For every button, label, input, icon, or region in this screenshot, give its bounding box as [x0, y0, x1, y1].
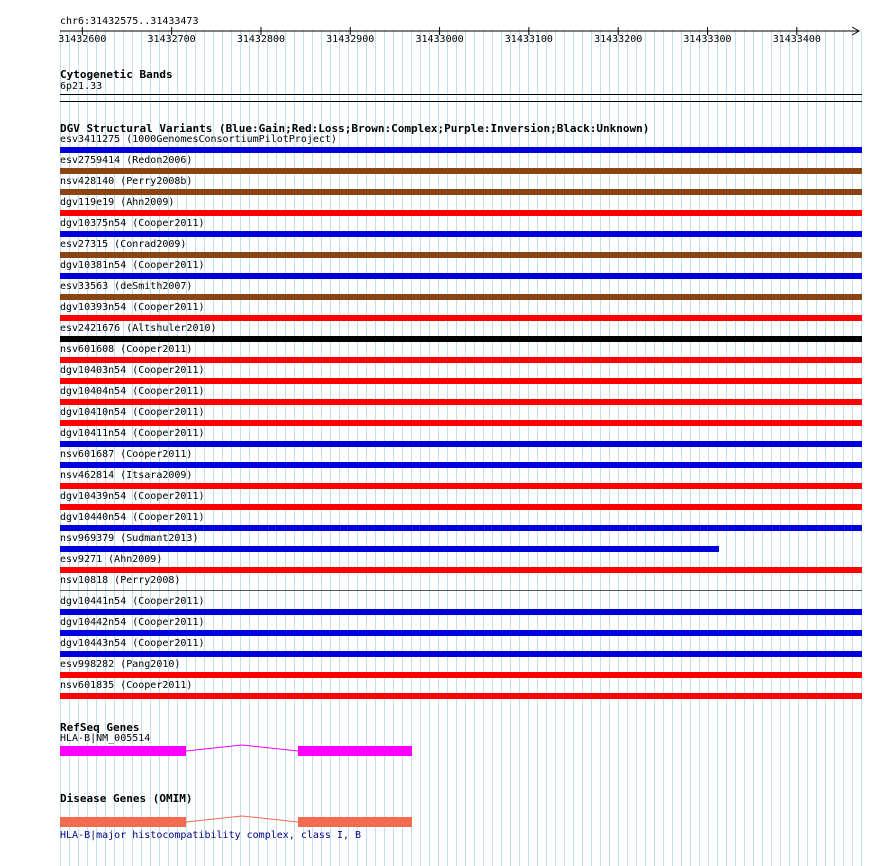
variant-label[interactable]: dgv10439n54 (Cooper2011): [60, 491, 205, 502]
variant-label[interactable]: dgv10381n54 (Cooper2011): [60, 260, 205, 271]
variant-bar[interactable]: [60, 315, 862, 321]
variant-bar[interactable]: [60, 590, 862, 591]
variant-bar[interactable]: [60, 147, 862, 153]
refseq-intron: [186, 745, 298, 751]
variant-label[interactable]: nsv601608 (Cooper2011): [60, 344, 193, 355]
variant-bar[interactable]: [60, 567, 862, 573]
variant-label[interactable]: dgv10443n54 (Cooper2011): [60, 638, 205, 649]
variant-label[interactable]: dgv10403n54 (Cooper2011): [60, 365, 205, 376]
cytoband-title: Cytogenetic Bands: [60, 68, 173, 81]
variant-bar[interactable]: [60, 189, 862, 195]
variant-bar[interactable]: [60, 210, 862, 216]
variant-bar[interactable]: [60, 294, 862, 300]
ruler-coords: chr6:31432575..31433473: [60, 16, 199, 27]
variant-bar[interactable]: [60, 399, 862, 405]
ruler-axis: [0, 0, 890, 60]
cytoband-line-top: [60, 94, 862, 95]
ruler-tick-label: 31433300: [683, 34, 732, 45]
variant-label[interactable]: dgv10410n54 (Cooper2011): [60, 407, 205, 418]
cytoband-label[interactable]: 6p21.33: [60, 81, 103, 92]
variant-bar[interactable]: [60, 504, 862, 510]
variant-bar[interactable]: [60, 420, 862, 426]
variant-bar[interactable]: [60, 462, 862, 468]
variant-label[interactable]: dgv10404n54 (Cooper2011): [60, 386, 205, 397]
omim-gene-label[interactable]: HLA-B|major histocompatibility complex, class I, B: [60, 830, 362, 841]
refseq-gene-label[interactable]: HLA-B|NM_005514: [60, 733, 151, 744]
variant-bar[interactable]: [60, 483, 862, 489]
refseq-exon: [298, 746, 412, 756]
variant-bar[interactable]: [60, 609, 862, 615]
omim-exon: [298, 817, 412, 827]
refseq-gene-glyph[interactable]: [0, 740, 890, 760]
cytoband-line-bottom: [60, 101, 862, 102]
dgv-title: DGV Structural Variants (Blue:Gain;Red:Loss;Brown:Complex;Purple:Inversion;Black:Unknown): [60, 122, 650, 135]
omim-gene-glyph[interactable]: [0, 810, 890, 830]
variant-bar[interactable]: [60, 357, 862, 363]
variant-label[interactable]: esv2421676 (Altshuler2010): [60, 323, 217, 334]
variant-bar[interactable]: [60, 441, 862, 447]
variant-label[interactable]: dgv10441n54 (Cooper2011): [60, 596, 205, 607]
omim-exon: [60, 817, 186, 827]
variant-label[interactable]: dgv10440n54 (Cooper2011): [60, 512, 205, 523]
variant-label[interactable]: dgv10393n54 (Cooper2011): [60, 302, 205, 313]
variant-label[interactable]: nsv462814 (Itsara2009): [60, 470, 193, 481]
variant-bar[interactable]: [60, 651, 862, 657]
variant-bar[interactable]: [60, 252, 862, 258]
variant-label[interactable]: dgv10442n54 (Cooper2011): [60, 617, 205, 628]
variant-bar[interactable]: [60, 336, 862, 342]
variant-bar[interactable]: [60, 693, 862, 699]
variant-label[interactable]: nsv601835 (Cooper2011): [60, 680, 193, 691]
variant-label[interactable]: esv998282 (Pang2010): [60, 659, 181, 670]
variant-label[interactable]: esv27315 (Conrad2009): [60, 239, 187, 250]
variant-bar[interactable]: [60, 672, 862, 678]
variant-label[interactable]: nsv10818 (Perry2008): [60, 575, 181, 586]
variant-label[interactable]: esv3411275 (1000GenomesConsortiumPilotProject): [60, 134, 337, 145]
ruler-tick-label: 31432700: [147, 34, 196, 45]
ruler-tick-label: 31433100: [504, 34, 553, 45]
variant-label[interactable]: dgv10375n54 (Cooper2011): [60, 218, 205, 229]
omim-title: Disease Genes (OMIM): [60, 792, 193, 805]
variant-bar[interactable]: [60, 273, 862, 279]
omim-intron: [186, 816, 298, 822]
variant-label[interactable]: dgv119e19 (Ahn2009): [60, 197, 175, 208]
variant-bar[interactable]: [60, 378, 862, 384]
variant-label[interactable]: esv9271 (Ahn2009): [60, 554, 163, 565]
variant-label[interactable]: esv33563 (deSmith2007): [60, 281, 193, 292]
variant-label[interactable]: dgv10411n54 (Cooper2011): [60, 428, 205, 439]
ruler-tick-label: 31433400: [772, 34, 821, 45]
ruler-tick-label: 31433000: [415, 34, 464, 45]
variant-bar[interactable]: [60, 546, 719, 552]
variant-label[interactable]: nsv428140 (Perry2008b): [60, 176, 193, 187]
variant-bar[interactable]: [60, 168, 862, 174]
variant-label[interactable]: esv2759414 (Redon2006): [60, 155, 193, 166]
ruler-tick-label: 31432900: [326, 34, 375, 45]
refseq-exon: [60, 746, 186, 756]
ruler-tick-label: 31432600: [58, 34, 107, 45]
variant-bar[interactable]: [60, 630, 862, 636]
variant-label[interactable]: nsv969379 (Sudmant2013): [60, 533, 199, 544]
ruler-tick-label: 31433200: [594, 34, 643, 45]
variant-bar[interactable]: [60, 525, 862, 531]
variant-label[interactable]: nsv601687 (Cooper2011): [60, 449, 193, 460]
ruler-tick-label: 31432800: [236, 34, 286, 45]
variant-bar[interactable]: [60, 231, 862, 237]
refseq-title: RefSeq Genes: [60, 721, 140, 734]
